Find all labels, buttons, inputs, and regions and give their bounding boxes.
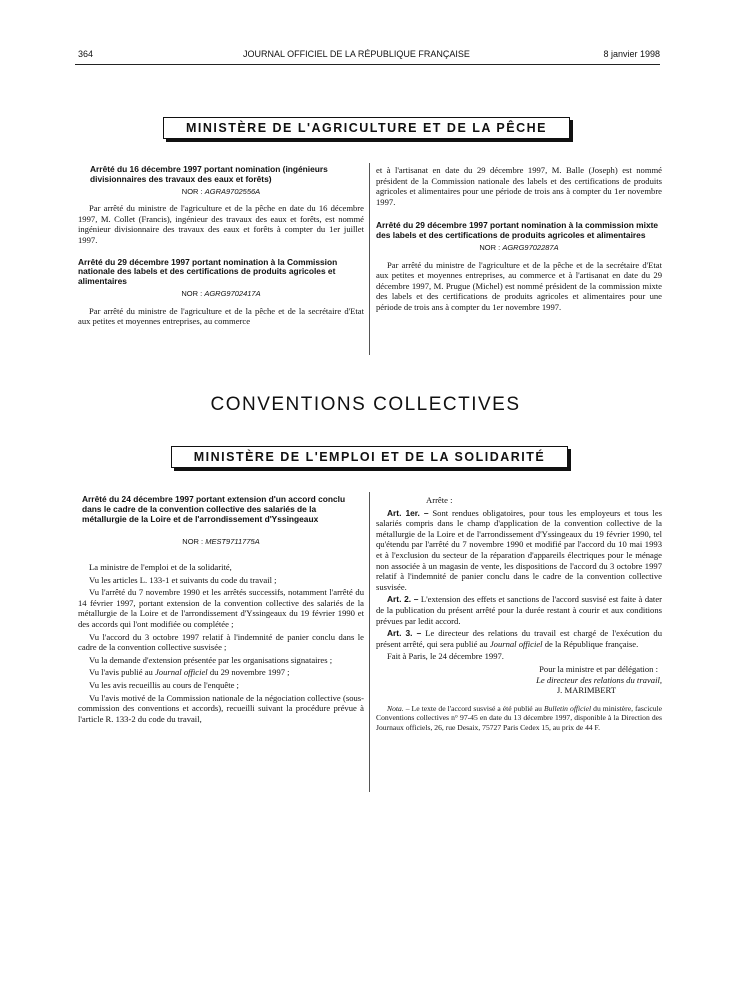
signature-block xyxy=(376,664,662,696)
section-title: CONVENTIONS COLLECTIVES xyxy=(210,394,521,415)
signature-line: Pour la ministre et par délégation : xyxy=(539,663,658,674)
fait-a-paris: Fait à Paris, le 24 décembre 1997. xyxy=(387,651,504,662)
nor-reference: NOR : AGRG9702287A xyxy=(479,242,559,252)
paragraph: Vu la demande d'extension présentée par les organisations signataires ; xyxy=(89,654,333,665)
paragraph: Vu l'accord du 3 octobre 1997 relatif à l'indemnité de panier conclu dans le cadre de la convention collective susvisée ; xyxy=(78,631,364,653)
left-column-bottom xyxy=(78,495,364,724)
arrete-title: Arrêté du 24 décembre 1997 portant extension d'un accord conclu dans le cadre de la convention collective des salariés de la métallurgie de la Loire et de l'arrondissement d'Yssingeaux xyxy=(82,494,346,524)
paragraph: Vu l'avis publié au Journal officiel du 29 novembre 1997 ; xyxy=(89,667,290,678)
paragraph: Vu l'arrêté du 7 novembre 1990 et les arrêtés successifs, notamment l'arrêté du 14 février 1997, portant extension de la convention collective des salariés de la métallurgie de la Loire et de l'arrondissement d'Yssingeaux du 19 février 1990 et des accords qui l'ont modifiée ou complétée ; xyxy=(78,587,364,629)
paragraph: Vu les articles L. 133-1 et suivants du code du travail ; xyxy=(89,574,277,585)
signatory-name: J. MARIMBERT xyxy=(556,685,616,696)
right-column-top xyxy=(376,165,662,313)
arrete-title: Arrêté du 29 décembre 1997 portant nomination à la commission mixte des labels et des certifications de produits agricoles et alimentaires xyxy=(376,220,659,241)
article-2: Art. 2. – L'extension des effets et sanctions de l'accord susvisé est faite à dater de la publication du présent arrêté pour la durée restant à courir et aux conditions prévues par ledit accord. xyxy=(376,594,662,626)
arrete-body: Par arrêté du ministre de l'agriculture et de la pêche et de la secrétaire d'Etat aux petites et moyennes entreprises, au commerce et à l'artisanat en date du 29 décembre 1997, M. Prugue (Michel) est nommé président de la commission mixte des labels et des certifications de produits agricoles et alimentaires pour une période de trois ans à compter du 1er novembre 1997. xyxy=(376,259,662,312)
right-column-bottom xyxy=(376,495,662,732)
arrete-title: Arrêté du 16 décembre 1997 portant nomination (ingénieurs divisionnaires des travaux des eaux et forêts) xyxy=(90,164,328,184)
article-1: Art. 1er. – Sont rendues obligatoires, pour tous les employeurs et tous les salariés compris dans le champ d'application de la convention collective de la métallurgie de la Loire et de l'arrondissement d'Yssingeaux du 19 février 1990, tel qu'étendu par l'arrêté du 7 novembre 1990 et modifié par l'accord du 10 mai 1993 et à l'exclusion du secteur de la réparation d'appareils électriques pour le ménage non associée à un magasin de vente, les dispositions de l'accord du 3 octobre 1997 relatif à l'indemnité de panier conclu dans le cadre de la convention collective susvisée. xyxy=(376,507,662,592)
ministry-emploi-heading: MINISTÈRE DE L'EMPLOI ET DE LA SOLIDARITÉ xyxy=(171,446,568,468)
column-divider xyxy=(369,492,370,792)
column-divider xyxy=(369,163,370,355)
arrete-body: Par arrêté du ministre de l'agriculture et de la pêche et de la secrétaire d'Etat aux petites et moyennes entreprises, au commerce xyxy=(78,305,364,327)
nota-note: Nota. – Le texte de l'accord susvisé a été publié au Bulletin officiel du ministère, fascicule Conventions collectives n° 97-45 en date du 13 décembre 1997, disponible à la Direction des Journaux officiels, 26, rue Desaix, 75727 Paris Cedex 15, au prix de 44 F. xyxy=(376,703,662,732)
ministry-agriculture-heading: MINISTÈRE DE L'AGRICULTURE ET DE LA PÊCHE xyxy=(163,117,570,139)
nor-reference: NOR : AGRA9702556A xyxy=(181,186,261,196)
paragraph: Vu l'avis motivé de la Commission nationale de la négociation collective (sous-commission des conventions et accords), recueilli suivant la procédure prévue à l'article R. 133-2 du code du travail, xyxy=(78,692,364,724)
issue-date: 8 janvier 1998 xyxy=(603,49,660,59)
journal-title: JOURNAL OFFICIEL DE LA RÉPUBLIQUE FRANÇAISE xyxy=(243,49,470,59)
arrete-title: Arrêté du 29 décembre 1997 portant nomination à la Commission nationale des labels et des certifications de produits agricoles et alimentaires xyxy=(78,256,338,287)
arrete-body-continued: et à l'artisanat en date du 29 décembre 1997, M. Balle (Joseph) est nommé président de la Commission nationale des labels et des certifications de produits agricoles et alimentaires pour une période de trois ans à compter du 1er novembre 1997. xyxy=(376,165,662,207)
article-3: Art. 3. – Le directeur des relations du travail est chargé de l'exécution du présent arrêté, qui sera publié au Journal officiel de la République française. xyxy=(376,628,662,649)
signature-line: Le directeur des relations du travail, xyxy=(536,674,662,685)
paragraph: La ministre de l'emploi et de la solidarité, xyxy=(89,561,232,572)
nor-reference: NOR : AGRG9702417A xyxy=(181,288,261,298)
page-number: 364 xyxy=(78,49,94,59)
arrete-label: Arrête : xyxy=(426,495,453,505)
paragraph: Vu les avis recueillis au cours de l'enquête ; xyxy=(89,679,239,690)
nor-reference: NOR : MEST9711775A xyxy=(182,537,260,547)
arrete-body: Par arrêté du ministre de l'agriculture et de la pêche en date du 16 décembre 1997, M. Collet (Francis), ingénieur des travaux des eaux et forêts, est nommé ingénieur divisionnaire des travaux des eaux et forêts à compter du 1er juillet 1997. xyxy=(78,203,364,245)
header-rule xyxy=(75,64,660,65)
left-column-top xyxy=(78,165,364,327)
